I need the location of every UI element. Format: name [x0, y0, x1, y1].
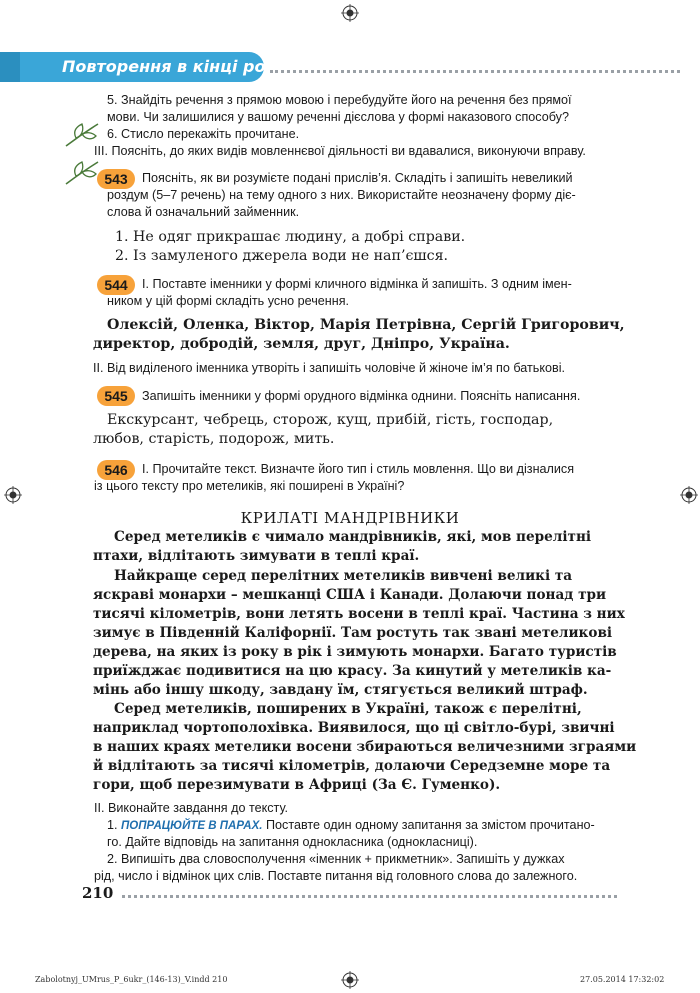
task-line: 6. Стисло перекажіть прочитане. — [107, 127, 300, 141]
reading-text-line: Серед метеликів, поширених в Україні, також є перелітні, — [114, 701, 582, 717]
reading-text-line: зимує в Південній Каліфорнії. Там ростуть так звані метеликові — [93, 625, 613, 641]
exercise-instruction: II. Від виділеного іменника утворіть і запишіть чоловіче й жіноче ім’я по батькові. — [93, 361, 566, 375]
exercise-instruction: слова й означальний займенник. — [107, 205, 300, 219]
exercise-instruction: I. Прочитайте текст. Визначте його тип і стиль мовлення. Що ви дізналися — [142, 462, 575, 476]
footer-dotted-rule — [122, 895, 617, 898]
reading-text-line: яскраві монархи – мешканці США і Канади. Долаючи понад три — [93, 587, 607, 603]
section-header-title: Повторення в кінці року — [62, 57, 287, 76]
registration-mark-icon — [4, 486, 22, 504]
header-dotted-rule — [270, 70, 680, 73]
reading-text-line: тисячі кілометрів, вони летять восени в теплі краї. Частина з них — [93, 606, 625, 622]
exercise-instruction: рід, число і відмінок цих слів. Поставте питання від головного слова до залежного. — [94, 869, 578, 883]
word-list: любов, старість, подорож, мить. — [93, 431, 335, 447]
task-line: III. Поясніть, до яких видів мовленнєвої діяльності ви вдавалися, виконуючи вправу. — [94, 144, 586, 158]
reading-text-line: наприклад чортополохівка. Виявилося, що ці світло-бурі, звичні — [93, 720, 615, 736]
exercise-instruction: I. Поставте іменники у формі кличного відмінка й запишіть. З одним імен- — [142, 277, 572, 291]
exercise-instruction: роздум (5–7 речень) на тему одного з них. Використайте неозначену форму діє- — [107, 188, 576, 202]
reading-text-line: в наших краях метелики восени збираються величезними зграями — [93, 739, 637, 755]
exercise-instruction: II. Виконайте завдання до тексту. — [94, 801, 288, 815]
proverb: 2. Із замуленого джерела води не нап’єшся. — [115, 248, 449, 264]
proverb: 1. Не одяг прикрашає людину, а добрі справи. — [115, 229, 466, 245]
reading-text-line: дерева, на яких із року в рік і зимують монархи. Багато туристів — [93, 644, 617, 660]
reading-text-line: Найкраще серед перелітних метеликів вивчені великі та — [114, 568, 573, 584]
print-slug-left: Zabolotnyj_UMrus_P_6ukr_(146-13)_V.indd 210 — [35, 975, 228, 984]
exercise-number-badge: 546 — [97, 460, 135, 480]
exercise-instruction: ником у цій формі складіть усно речення. — [107, 294, 350, 308]
item-text: Поставте один одному запитання за змістом прочитано- — [265, 818, 595, 832]
exercise-instruction — [107, 817, 595, 835]
exercise-instruction: го. Дайте відповідь на запитання однокласника (однокласниці). — [107, 835, 478, 849]
registration-mark-icon — [680, 486, 698, 504]
reading-text-line: гори, щоб перезимувати в Африці (За Є. Гуменко). — [93, 777, 501, 793]
page-number: 210 — [82, 884, 114, 902]
exercise-number-badge: 544 — [97, 275, 135, 295]
exercise-instruction: із цього тексту про метеликів, які поширені в Україні? — [94, 479, 405, 493]
reading-text-line: й відлітають за тисячі кілометрів, долаючи Середземне море та — [93, 758, 611, 774]
reading-text-line: мінь або іншу шкоду, завдану їм, стягується великий штраф. — [93, 682, 588, 698]
reading-text-line: приїжджає подивитися на цю красу. За кинутий у метеликів ка- — [93, 663, 612, 679]
pair-work-label: ПОПРАЦЮЙТЕ В ПАРАХ. — [121, 820, 263, 832]
word-list: директор, добродій, земля, друг, Дніпро, Україна. — [93, 336, 510, 352]
word-list: Екскурсант, чебрець, сторож, кущ, прибій, гість, господар, — [107, 412, 554, 428]
print-slug-right: 27.05.2014 17:32:02 — [580, 975, 665, 984]
exercise-instruction: Поясніть, як ви розумієте подані прислів’я. Складіть і запишіть невеликий — [142, 171, 573, 185]
item-number: 1. — [107, 818, 118, 832]
task-line: мови. Чи залишилися у вашому реченні дієслова у формі наказового способу? — [107, 110, 569, 124]
registration-mark-icon — [341, 4, 359, 22]
task-line: 5. Знайдіть речення з прямою мовою і перебудуйте його на речення без прямої — [107, 93, 572, 107]
reading-text-title: КРИЛАТІ МАНДРІВНИКИ — [240, 509, 460, 527]
word-list: Олексій, Оленка, Віктор, Марія Петрівна, Сергій Григорович, — [107, 317, 625, 333]
exercise-number-badge: 543 — [97, 169, 135, 189]
exercise-number-badge: 545 — [97, 386, 135, 406]
leaf-icon — [64, 160, 100, 186]
reading-text-line: птахи, відлітають зимувати в теплі краї. — [93, 548, 420, 564]
registration-mark-icon — [341, 971, 359, 989]
exercise-instruction: 2. Випишіть два словосполучення «іменник + прикметник». Запишіть у дужках — [107, 852, 565, 866]
exercise-instruction: Запишіть іменники у формі орудного відмінка однини. Поясніть написання. — [142, 389, 581, 403]
reading-text-line: Серед метеликів є чимало мандрівників, які, мов перелітні — [114, 529, 592, 545]
